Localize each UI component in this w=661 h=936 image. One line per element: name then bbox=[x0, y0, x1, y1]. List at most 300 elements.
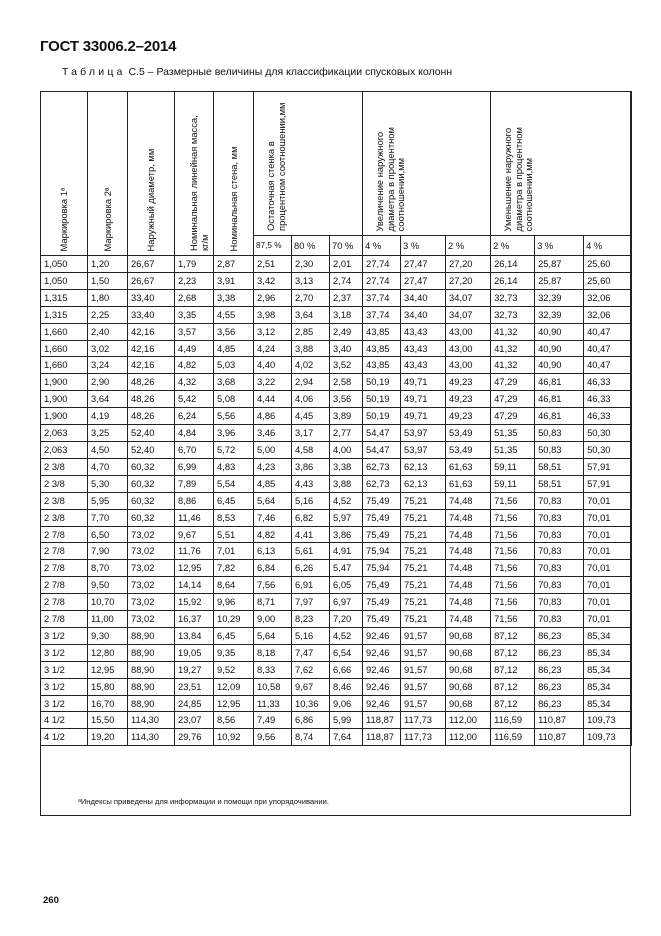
header-nominal-wall: Номинальная стена, мм bbox=[214, 92, 254, 256]
table-cell: 75,21 bbox=[401, 560, 446, 577]
table-cell: 52,40 bbox=[128, 425, 175, 442]
table-cell: 75,21 bbox=[401, 526, 446, 543]
header-outer-diameter: Наружный диаметр, мм bbox=[128, 92, 175, 256]
table-cell: 47,29 bbox=[491, 391, 535, 408]
table-cell: 60,32 bbox=[128, 458, 175, 475]
table-cell: 5,47 bbox=[330, 560, 363, 577]
table-cell: 91,57 bbox=[401, 644, 446, 661]
table-cell: 25,87 bbox=[535, 272, 584, 289]
table-footnote: ᵃИндексы приведены для информации и помощи при упорядочивании. bbox=[78, 797, 329, 806]
table-cell: 48,26 bbox=[128, 391, 175, 408]
table-cell: 87,12 bbox=[491, 695, 535, 712]
table-cell: 4,23 bbox=[254, 458, 292, 475]
table-cell: 27,47 bbox=[401, 272, 446, 289]
table-cell: 7,47 bbox=[292, 644, 330, 661]
table-cell: 3,56 bbox=[330, 391, 363, 408]
table-cell: 3,13 bbox=[292, 272, 330, 289]
table-cell: 4,86 bbox=[254, 408, 292, 425]
table-cell: 60,32 bbox=[128, 475, 175, 492]
table-caption bbox=[62, 66, 452, 78]
table-cell: 6,70 bbox=[175, 441, 214, 458]
table-cell: 54,47 bbox=[363, 441, 401, 458]
table-cell: 75,21 bbox=[401, 492, 446, 509]
table-cell: 9,67 bbox=[175, 526, 214, 543]
table-cell: 6,84 bbox=[254, 560, 292, 577]
table-cell: 50,30 bbox=[584, 441, 632, 458]
table-cell: 70,83 bbox=[535, 543, 584, 560]
table-cell: 4,82 bbox=[254, 526, 292, 543]
table-cell: 50,83 bbox=[535, 441, 584, 458]
table-row bbox=[41, 357, 632, 374]
table-cell: 51,35 bbox=[491, 441, 535, 458]
table-cell: 70,83 bbox=[535, 492, 584, 509]
table-cell: 73,02 bbox=[128, 526, 175, 543]
table-cell: 50,19 bbox=[363, 374, 401, 391]
table-cell: 25,60 bbox=[584, 256, 632, 273]
table-cell: 42,16 bbox=[128, 323, 175, 340]
table-cell: 5,95 bbox=[88, 492, 128, 509]
table-cell: 49,23 bbox=[446, 391, 491, 408]
table-cell: 8,18 bbox=[254, 644, 292, 661]
table-cell: 1,660 bbox=[41, 357, 88, 374]
table-cell: 2,37 bbox=[330, 289, 363, 306]
table-row bbox=[41, 256, 632, 273]
table-cell: 15,50 bbox=[88, 712, 128, 729]
table-cell: 88,90 bbox=[128, 644, 175, 661]
table-row bbox=[41, 323, 632, 340]
table-cell: 3,40 bbox=[330, 340, 363, 357]
table-cell: 2,85 bbox=[292, 323, 330, 340]
table-cell: 75,21 bbox=[401, 543, 446, 560]
subheader-cell: 4 % bbox=[363, 236, 401, 256]
table-cell: 7,46 bbox=[254, 509, 292, 526]
table-cell: 46,81 bbox=[535, 391, 584, 408]
table-cell: 43,85 bbox=[363, 323, 401, 340]
table-cell: 3,38 bbox=[330, 458, 363, 475]
table-cell: 2 7/8 bbox=[41, 526, 88, 543]
table-cell: 33,40 bbox=[128, 306, 175, 323]
table-cell: 90,68 bbox=[446, 695, 491, 712]
table-cell: 3,64 bbox=[292, 306, 330, 323]
table-cell: 109,73 bbox=[584, 712, 632, 729]
table-cell: 4,84 bbox=[175, 425, 214, 442]
table-cell: 1,50 bbox=[88, 272, 128, 289]
table-cell: 3 1/2 bbox=[41, 678, 88, 695]
table-cell: 2 7/8 bbox=[41, 560, 88, 577]
table-cell: 43,85 bbox=[363, 357, 401, 374]
table-cell: 3,52 bbox=[330, 357, 363, 374]
table-cell: 19,05 bbox=[175, 644, 214, 661]
table-cell: 46,81 bbox=[535, 374, 584, 391]
table-cell: 12,09 bbox=[214, 678, 254, 695]
table-cell: 2,70 bbox=[292, 289, 330, 306]
table-body bbox=[41, 256, 632, 746]
table-cell: 70,83 bbox=[535, 611, 584, 628]
table-cell: 87,12 bbox=[491, 644, 535, 661]
table-cell: 41,32 bbox=[491, 357, 535, 374]
table-row bbox=[41, 729, 632, 746]
table-cell: 53,97 bbox=[401, 425, 446, 442]
table-cell: 3,89 bbox=[330, 408, 363, 425]
table-cell: 1,315 bbox=[41, 306, 88, 323]
table-cell: 27,20 bbox=[446, 256, 491, 273]
table-cell: 23,07 bbox=[175, 712, 214, 729]
table-cell: 85,34 bbox=[584, 644, 632, 661]
table-cell: 7,89 bbox=[175, 475, 214, 492]
table-cell: 112,00 bbox=[446, 729, 491, 746]
table-cell: 3,12 bbox=[254, 323, 292, 340]
table-row bbox=[41, 289, 632, 306]
table-cell: 6,05 bbox=[330, 577, 363, 594]
table-cell: 49,23 bbox=[446, 408, 491, 425]
table-row bbox=[41, 644, 632, 661]
table-cell: 1,660 bbox=[41, 323, 88, 340]
table-cell: 3,35 bbox=[175, 306, 214, 323]
table-cell: 4,52 bbox=[330, 492, 363, 509]
table-cell: 19,27 bbox=[175, 661, 214, 678]
table-cell: 4,85 bbox=[214, 340, 254, 357]
table-row bbox=[41, 594, 632, 611]
table-cell: 5,00 bbox=[254, 441, 292, 458]
table-cell: 4,02 bbox=[292, 357, 330, 374]
table-cell: 4,50 bbox=[88, 441, 128, 458]
table-cell: 75,49 bbox=[363, 509, 401, 526]
table-row bbox=[41, 492, 632, 509]
table-row bbox=[41, 611, 632, 628]
table-cell: 2,25 bbox=[88, 306, 128, 323]
caption-label: Таблица bbox=[62, 66, 126, 78]
table-cell: 91,57 bbox=[401, 678, 446, 695]
table-cell: 43,85 bbox=[363, 340, 401, 357]
table-cell: 6,66 bbox=[330, 661, 363, 678]
table-cell: 87,12 bbox=[491, 678, 535, 695]
table-cell: 117,73 bbox=[401, 712, 446, 729]
subheader-cell: 87,5 % bbox=[254, 236, 292, 256]
table-cell: 27,74 bbox=[363, 272, 401, 289]
table-cell: 117,73 bbox=[401, 729, 446, 746]
table-cell: 46,33 bbox=[584, 374, 632, 391]
table-cell: 26,14 bbox=[491, 272, 535, 289]
table-cell: 2,68 bbox=[175, 289, 214, 306]
table-cell: 4,82 bbox=[175, 357, 214, 374]
table-cell: 9,30 bbox=[88, 627, 128, 644]
table-cell: 59,11 bbox=[491, 475, 535, 492]
page-number: 260 bbox=[43, 895, 59, 906]
table-cell: 112,00 bbox=[446, 712, 491, 729]
table-row bbox=[41, 695, 632, 712]
table-cell: 3,86 bbox=[330, 526, 363, 543]
table-cell: 41,32 bbox=[491, 340, 535, 357]
table-cell: 3,56 bbox=[214, 323, 254, 340]
table-cell: 75,21 bbox=[401, 509, 446, 526]
table-cell: 11,33 bbox=[254, 695, 292, 712]
table-cell: 43,43 bbox=[401, 340, 446, 357]
table-cell: 116,59 bbox=[491, 712, 535, 729]
table-row bbox=[41, 391, 632, 408]
table-cell: 75,21 bbox=[401, 611, 446, 628]
table-cell: 3 1/2 bbox=[41, 695, 88, 712]
table-cell: 2 7/8 bbox=[41, 577, 88, 594]
table-cell: 70,83 bbox=[535, 526, 584, 543]
classification-table bbox=[40, 91, 632, 746]
table-cell: 2,23 bbox=[175, 272, 214, 289]
table-cell: 5,64 bbox=[254, 627, 292, 644]
table-cell: 8,70 bbox=[88, 560, 128, 577]
table-cell: 5,99 bbox=[330, 712, 363, 729]
table-cell: 43,43 bbox=[401, 357, 446, 374]
table-cell: 2,30 bbox=[292, 256, 330, 273]
table-cell: 23,51 bbox=[175, 678, 214, 695]
table-cell: 74,48 bbox=[446, 526, 491, 543]
table-cell: 12,95 bbox=[175, 560, 214, 577]
table-cell: 71,56 bbox=[491, 560, 535, 577]
table-cell: 110,87 bbox=[535, 729, 584, 746]
table-cell: 24,85 bbox=[175, 695, 214, 712]
table-cell: 87,12 bbox=[491, 661, 535, 678]
document-title: ГОСТ 33006.2–2014 bbox=[40, 38, 177, 55]
table-cell: 12,95 bbox=[214, 695, 254, 712]
table-cell: 4,19 bbox=[88, 408, 128, 425]
table-cell: 37,74 bbox=[363, 306, 401, 323]
table-cell: 48,26 bbox=[128, 408, 175, 425]
table-cell: 75,21 bbox=[401, 577, 446, 594]
table-cell: 2,40 bbox=[88, 323, 128, 340]
table-row bbox=[41, 509, 632, 526]
table-cell: 4,44 bbox=[254, 391, 292, 408]
table-cell: 6,50 bbox=[88, 526, 128, 543]
table-cell: 7,90 bbox=[88, 543, 128, 560]
table-cell: 34,40 bbox=[401, 306, 446, 323]
table-cell: 4,43 bbox=[292, 475, 330, 492]
table-cell: 70,01 bbox=[584, 594, 632, 611]
table-cell: 109,73 bbox=[584, 729, 632, 746]
table-cell: 16,70 bbox=[88, 695, 128, 712]
table-cell: 91,57 bbox=[401, 661, 446, 678]
table-cell: 5,56 bbox=[214, 408, 254, 425]
table-cell: 74,48 bbox=[446, 577, 491, 594]
table-cell: 8,74 bbox=[292, 729, 330, 746]
table-cell: 62,13 bbox=[401, 458, 446, 475]
table-cell: 2,063 bbox=[41, 425, 88, 442]
table-cell: 8,71 bbox=[254, 594, 292, 611]
table-cell: 5,54 bbox=[214, 475, 254, 492]
table-cell: 11,76 bbox=[175, 543, 214, 560]
table-cell: 8,64 bbox=[214, 577, 254, 594]
table-cell: 7,20 bbox=[330, 611, 363, 628]
table-cell: 40,47 bbox=[584, 340, 632, 357]
table-cell: 4 1/2 bbox=[41, 712, 88, 729]
table-cell: 74,48 bbox=[446, 594, 491, 611]
table-cell: 1,050 bbox=[41, 256, 88, 273]
subheader-cell: 80 % bbox=[292, 236, 330, 256]
table-cell: 12,80 bbox=[88, 644, 128, 661]
table-cell: 75,49 bbox=[363, 611, 401, 628]
table-cell: 2 3/8 bbox=[41, 475, 88, 492]
table-cell: 71,56 bbox=[491, 492, 535, 509]
table-cell: 16,37 bbox=[175, 611, 214, 628]
table-cell: 4,55 bbox=[214, 306, 254, 323]
table-cell: 71,56 bbox=[491, 577, 535, 594]
table-row bbox=[41, 627, 632, 644]
table-cell: 32,06 bbox=[584, 289, 632, 306]
table-cell: 4,06 bbox=[292, 391, 330, 408]
table-cell: 10,58 bbox=[254, 678, 292, 695]
table-cell: 46,81 bbox=[535, 408, 584, 425]
table-cell: 43,00 bbox=[446, 323, 491, 340]
table-cell: 4,32 bbox=[175, 374, 214, 391]
caption-text: С.5 – Размерные величины для классификации спусковых колонн bbox=[128, 66, 453, 78]
table-cell: 25,87 bbox=[535, 256, 584, 273]
table-cell: 85,34 bbox=[584, 627, 632, 644]
table-cell: 118,87 bbox=[363, 712, 401, 729]
table-cell: 50,19 bbox=[363, 391, 401, 408]
table-cell: 57,91 bbox=[584, 458, 632, 475]
table-cell: 92,46 bbox=[363, 695, 401, 712]
header-mark1: Маркировка 1ᵃ bbox=[41, 92, 88, 256]
table-cell: 74,48 bbox=[446, 492, 491, 509]
table-cell: 49,23 bbox=[446, 374, 491, 391]
table-cell: 2,74 bbox=[330, 272, 363, 289]
table-cell: 71,56 bbox=[491, 543, 535, 560]
table-cell: 40,47 bbox=[584, 323, 632, 340]
table-cell: 90,68 bbox=[446, 627, 491, 644]
table-cell: 7,97 bbox=[292, 594, 330, 611]
table-cell: 62,13 bbox=[401, 475, 446, 492]
table-cell: 14,14 bbox=[175, 577, 214, 594]
table-cell: 10,70 bbox=[88, 594, 128, 611]
table-cell: 6,82 bbox=[292, 509, 330, 526]
table-cell: 3,24 bbox=[88, 357, 128, 374]
table-cell: 88,90 bbox=[128, 661, 175, 678]
table-cell: 19,20 bbox=[88, 729, 128, 746]
table-cell: 2 7/8 bbox=[41, 543, 88, 560]
table-cell: 5,16 bbox=[292, 627, 330, 644]
table-cell: 49,71 bbox=[401, 408, 446, 425]
table-cell: 5,03 bbox=[214, 357, 254, 374]
table-cell: 74,48 bbox=[446, 611, 491, 628]
header-nominal-weight: Номинальная линейная масса, кг/м bbox=[175, 92, 214, 256]
table-cell: 40,90 bbox=[535, 357, 584, 374]
table-cell: 9,35 bbox=[214, 644, 254, 661]
table-cell: 73,02 bbox=[128, 577, 175, 594]
table-cell: 27,20 bbox=[446, 272, 491, 289]
table-cell: 70,83 bbox=[535, 509, 584, 526]
table-cell: 8,23 bbox=[292, 611, 330, 628]
table-cell: 60,32 bbox=[128, 509, 175, 526]
table-cell: 3,68 bbox=[214, 374, 254, 391]
table-cell: 41,32 bbox=[491, 323, 535, 340]
table-cell: 4,40 bbox=[254, 357, 292, 374]
table-cell: 3 1/2 bbox=[41, 627, 88, 644]
table-cell: 4,83 bbox=[214, 458, 254, 475]
table-cell: 2 7/8 bbox=[41, 611, 88, 628]
table-cell: 70,83 bbox=[535, 560, 584, 577]
table-cell: 12,95 bbox=[88, 661, 128, 678]
table-cell: 4,24 bbox=[254, 340, 292, 357]
table-cell: 73,02 bbox=[128, 594, 175, 611]
table-cell: 54,47 bbox=[363, 425, 401, 442]
table-cell: 47,29 bbox=[491, 374, 535, 391]
table-cell: 118,87 bbox=[363, 729, 401, 746]
table-cell: 53,49 bbox=[446, 441, 491, 458]
table-cell: 7,62 bbox=[292, 661, 330, 678]
table-cell: 9,96 bbox=[214, 594, 254, 611]
table-cell: 73,02 bbox=[128, 560, 175, 577]
table-cell: 5,64 bbox=[254, 492, 292, 509]
table-cell: 2,49 bbox=[330, 323, 363, 340]
table-cell: 26,67 bbox=[128, 272, 175, 289]
table-cell: 75,94 bbox=[363, 560, 401, 577]
table-cell: 71,56 bbox=[491, 509, 535, 526]
table-cell: 29,76 bbox=[175, 729, 214, 746]
table-cell: 4,85 bbox=[254, 475, 292, 492]
table-cell: 110,87 bbox=[535, 712, 584, 729]
table-row bbox=[41, 458, 632, 475]
table-cell: 2,96 bbox=[254, 289, 292, 306]
table-cell: 75,49 bbox=[363, 526, 401, 543]
table-cell: 62,73 bbox=[363, 458, 401, 475]
table-cell: 70,83 bbox=[535, 577, 584, 594]
table-cell: 6,45 bbox=[214, 627, 254, 644]
table-row bbox=[41, 408, 632, 425]
table-cell: 4,52 bbox=[330, 627, 363, 644]
table-cell: 32,39 bbox=[535, 289, 584, 306]
table-cell: 9,06 bbox=[330, 695, 363, 712]
table-cell: 4 1/2 bbox=[41, 729, 88, 746]
table-cell: 3,91 bbox=[214, 272, 254, 289]
table-cell: 34,07 bbox=[446, 289, 491, 306]
table-cell: 3,96 bbox=[214, 425, 254, 442]
table-cell: 4,49 bbox=[175, 340, 214, 357]
table-cell: 4,91 bbox=[330, 543, 363, 560]
table-cell: 15,92 bbox=[175, 594, 214, 611]
table-cell: 74,48 bbox=[446, 509, 491, 526]
table-cell: 32,73 bbox=[491, 289, 535, 306]
table-cell: 1,660 bbox=[41, 340, 88, 357]
table-cell: 2 3/8 bbox=[41, 458, 88, 475]
table-cell: 4,70 bbox=[88, 458, 128, 475]
table-cell: 85,34 bbox=[584, 678, 632, 695]
table-cell: 5,30 bbox=[88, 475, 128, 492]
table-cell: 51,35 bbox=[491, 425, 535, 442]
table-cell: 3,57 bbox=[175, 323, 214, 340]
table-cell: 88,90 bbox=[128, 627, 175, 644]
table-row bbox=[41, 543, 632, 560]
table-cell: 6,91 bbox=[292, 577, 330, 594]
table-row bbox=[41, 441, 632, 458]
table-cell: 58,51 bbox=[535, 475, 584, 492]
table-cell: 5,51 bbox=[214, 526, 254, 543]
table-row bbox=[41, 560, 632, 577]
table-cell: 34,40 bbox=[401, 289, 446, 306]
table-cell: 60,32 bbox=[128, 492, 175, 509]
header-mark2: Маркировка 2ᵃ bbox=[88, 92, 128, 256]
table-cell: 7,70 bbox=[88, 509, 128, 526]
table-cell: 91,57 bbox=[401, 695, 446, 712]
table-cell: 10,29 bbox=[214, 611, 254, 628]
table-cell: 74,48 bbox=[446, 560, 491, 577]
table-cell: 8,86 bbox=[175, 492, 214, 509]
table-cell: 3,22 bbox=[254, 374, 292, 391]
table-cell: 1,80 bbox=[88, 289, 128, 306]
table-cell: 53,97 bbox=[401, 441, 446, 458]
table-cell: 11,00 bbox=[88, 611, 128, 628]
table-cell: 5,42 bbox=[175, 391, 214, 408]
table-cell: 25,60 bbox=[584, 272, 632, 289]
table-cell: 8,46 bbox=[330, 678, 363, 695]
table-cell: 2,063 bbox=[41, 441, 88, 458]
table-cell: 6,45 bbox=[214, 492, 254, 509]
